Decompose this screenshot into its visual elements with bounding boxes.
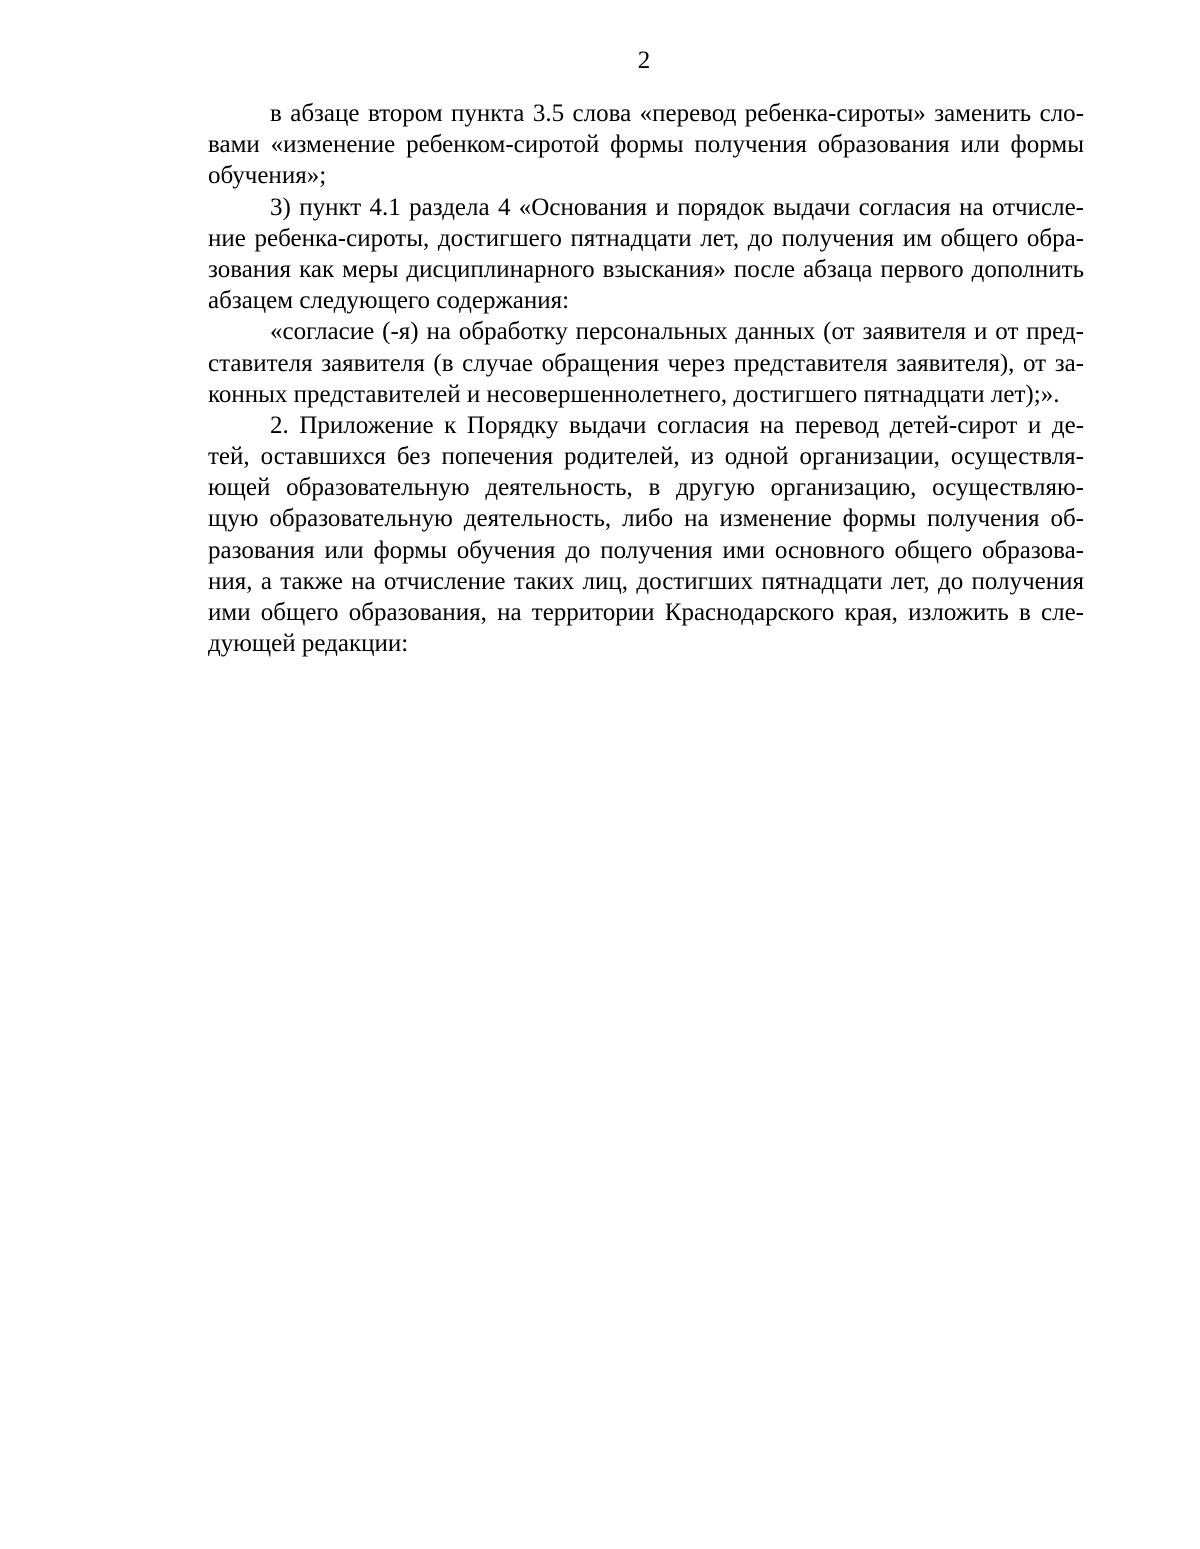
text-line: 3) пункт 4.1 раздела 4 «Основания и порядок выдачи согласия на отчисле- [270,193,1084,221]
text-line: ими общего образования, на территории Краснодарского края, изложить в сле- [208,599,1084,626]
text-line: конных представителей и несовершеннолетнего, достигшего пятнадцати лет);». [208,380,1060,408]
text-line: в абзаце втором пункта 3.5 слова «перевод ребенка-сироты» заменить сло- [270,100,1084,127]
text-line: 2. Приложение к Порядку выдачи согласия на перевод детей-сирот и де- [270,411,1084,439]
text-line: тей, оставшихся без попечения родителей, из одной организации, осуществля- [208,443,1084,471]
text-line: ющей образовательную деятельность, в другую организацию, осуществляю- [208,474,1084,502]
text-line: вами «изменение ребенком-сиротой формы получения образования или формы [208,131,1084,159]
text-line: ния, а также на отчисление таких лиц, достигших пятнадцати лет, до получения [208,567,1084,595]
text-line: дующей редакции: [208,630,409,658]
text-line: ставителя заявителя (в случае обращения через представителя заявителя), от за- [208,349,1084,377]
text-line: «согласие (-я) на обработку персональных данных (от заявителя и от пред- [270,318,1084,346]
page-number: 2 [637,47,651,74]
text-line: обучения»; [208,162,327,190]
text-line: ние ребенка-сироты, достигшего пятнадцати лет, до получения им общего обра- [208,224,1084,252]
text-line: абзацем следующего содержания: [208,287,570,315]
text-line: разования или формы обучения до получения ими основного общего образова- [208,536,1084,564]
document-body [208,98,1084,659]
text-line: зования как меры дисциплинарного взыскания» после абзаца первого дополнить [208,255,1084,283]
text-line: щую образовательную деятельность, либо на изменение формы получения об- [208,505,1084,533]
